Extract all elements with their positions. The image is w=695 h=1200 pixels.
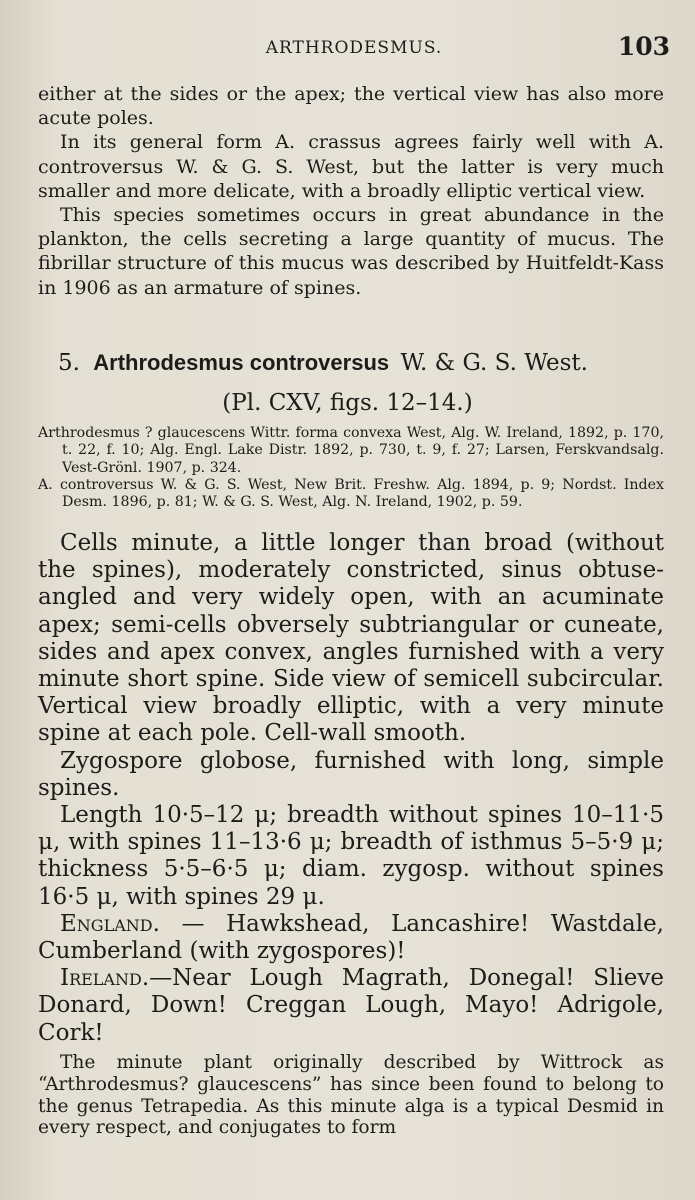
species-authority: W. & G. S. West. (400, 350, 588, 376)
taxonomic-note (38, 1052, 664, 1139)
england-localities: — Hawkshead, Lancashire! Wastdale, Cumberland (with zygospores)! (38, 910, 664, 965)
distribution-ireland (38, 965, 664, 1047)
species-heading (58, 350, 670, 376)
distribution-england (38, 911, 664, 965)
ireland-label: Ireland. (60, 965, 150, 992)
intro-paragraph-1: either at the sides or the apex; the vertical view has also more acute poles. (38, 83, 664, 130)
cells-description: Cells minute, a little longer than broad (without the spines), moderately constricted, sinus obtuse-angled and very widely open, with an acuminate apex; semi-cells obversely subtriangular or cuneate, sides and apex convex, angles furnished with a very minute short spine. Side view of semicell subcircular. Vertical view broadly elliptic, with a very minute spine at each pole. Cell-wall smooth. (38, 530, 664, 747)
running-head: ARTHRODESMUS. (265, 38, 443, 58)
plate-reference: (Pl. CXV, figs. 12–14.) (222, 390, 473, 416)
synonymy-entry: Arthrodesmus ? glaucescens Wittr. forma convexa West, Alg. W. Ireland, 1892, p. 170, t. 22, f. 10; Alg. Engl. Lake Distr. 1892, p. 730, t. 9, f. 27; Larsen, Ferskvandsalg. Vest-Grönl. 1907, p. 324. (38, 425, 664, 476)
intro-paragraph-3: This species sometimes occurs in great abundance in the plankton, the cells secreting a large quantity of mucus. The fibrillar structure of this mucus was described by Huitfeldt-Kass in 1906 as an armature of spines. (38, 204, 664, 299)
england-label: England. (60, 910, 160, 937)
synonymy-entry: A. controversus W. & G. S. West, New Brit. Freshw. Alg. 1894, p. 9; Nordst. Index Desm. 1896, p. 81; W. & G. S. West, Alg. N. Ireland, 1902, p. 59. (38, 476, 664, 511)
page-number: 103 (617, 32, 670, 61)
synonymy-list (38, 425, 664, 511)
page-header (38, 32, 670, 64)
species-number: 5. (58, 350, 80, 376)
intro-text (38, 82, 664, 300)
measurements: Length 10·5–12 μ; breadth without spines 10–11·5 μ, with spines 11–13·6 μ; breadth of isthmus 5–5·9 μ; thickness 5·5–6·5 μ; diam. zygosp. without spines 16·5 μ, with spines 29 μ. (38, 802, 664, 910)
note-paragraph: The minute plant originally described by Wittrock as “Arthrodesmus? glaucescens” has since been found to belong to the genus Tetrapedia. As this minute alga is a typical Desmid in every respect, and conjugates to form (38, 1052, 664, 1139)
ireland-localities: —Near Lough Magrath, Donegal! Slieve Donard, Down! Creggan Lough, Mayo! Adrigole, Cork! (38, 965, 664, 1046)
intro-paragraph-2: In its general form A. crassus agrees fairly well with A. controversus W. & G. S. West, but the latter is very much smaller and more delicate, with a broadly elliptic vertical view. (38, 131, 664, 202)
species-name: Arthrodesmus controversus (93, 350, 390, 375)
species-description (38, 530, 664, 1047)
zygospore-description: Zygospore globose, furnished with long, simple spines. (38, 747, 664, 801)
